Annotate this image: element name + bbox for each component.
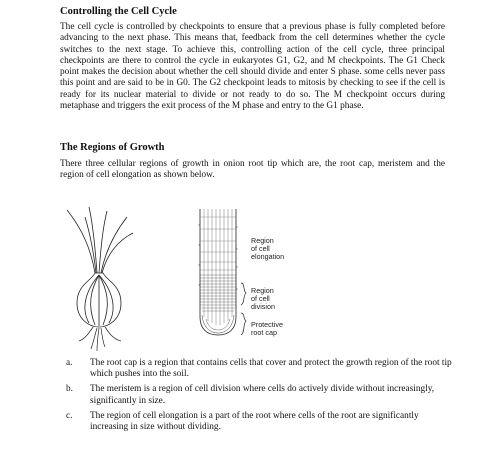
onion-bulb	[77, 273, 121, 327]
label-line: of cell	[251, 244, 270, 254]
label-region-of-cell-division	[251, 287, 275, 312]
onion-roots	[79, 327, 121, 351]
onion-illustration	[55, 205, 355, 355]
list-marker: a.	[66, 358, 73, 368]
label-line: Region	[251, 236, 274, 245]
label-line: root cap	[251, 328, 277, 338]
list-item	[60, 411, 455, 433]
label-line: Region	[251, 286, 274, 295]
onion-leaves	[67, 207, 133, 273]
label-protective-root-cap	[251, 321, 283, 337]
list-item	[60, 384, 455, 406]
list-item-text: The region of cell elongation is a part of the root where cells of the root are significantly increasing in size without dividing.	[90, 410, 419, 433]
regions-list	[60, 358, 455, 437]
list-item-text: The meristem is a region of cell division where cells do actively divide without increasingly, significantly in size.	[90, 384, 435, 406]
list-item-text: The root cap is a region that contains cells that cover and protect the growth region of the root tip which pushes into the soil.	[90, 358, 452, 380]
section-heading-regions-of-growth: The Regions of Growth	[60, 142, 165, 153]
paragraph-regions-of-growth: There three cellular regions of growth in onion root tip which are, the root cap, meristem and the region of cell elongation as shown below.	[60, 159, 445, 181]
region-brackets	[241, 283, 246, 335]
label-line: division	[251, 302, 275, 312]
label-line: Protective	[251, 320, 283, 329]
onion-root-figure	[55, 205, 355, 355]
list-marker: c.	[66, 410, 73, 421]
list-marker: b.	[66, 384, 73, 395]
label-line: of cell	[251, 294, 270, 304]
list-item	[60, 358, 455, 380]
label-line: elongation	[251, 252, 285, 262]
paragraph-cell-cycle: The cell cycle is controlled by checkpoints to ensure that a previous phase is fully completed before advancing to the next phase. This means that, feedback from the cell determines whether the cycle switches to the next stage. To achieve this, controlling action of the cell cycle, three principal checkpoints are there to control the cycle in eukaryotes G1, G2, and M checkpoints. The G1 Check point makes the decision about whether the cell should divide and enter S phase. some cells never pass this point and are said to be in G0. The G2 checkpoint leads to mitosis by checking to see if the cell is ready for its nuclear material to divide or not ready to do so. The M checkpoint occurs during metaphase and triggers the exit process of the M phase and entry to the G1 phase.	[60, 22, 445, 112]
root-tip-section	[199, 209, 238, 335]
section-heading-cell-cycle: Controlling the Cell Cycle	[60, 6, 177, 17]
label-region-of-cell-elongation	[251, 237, 284, 262]
